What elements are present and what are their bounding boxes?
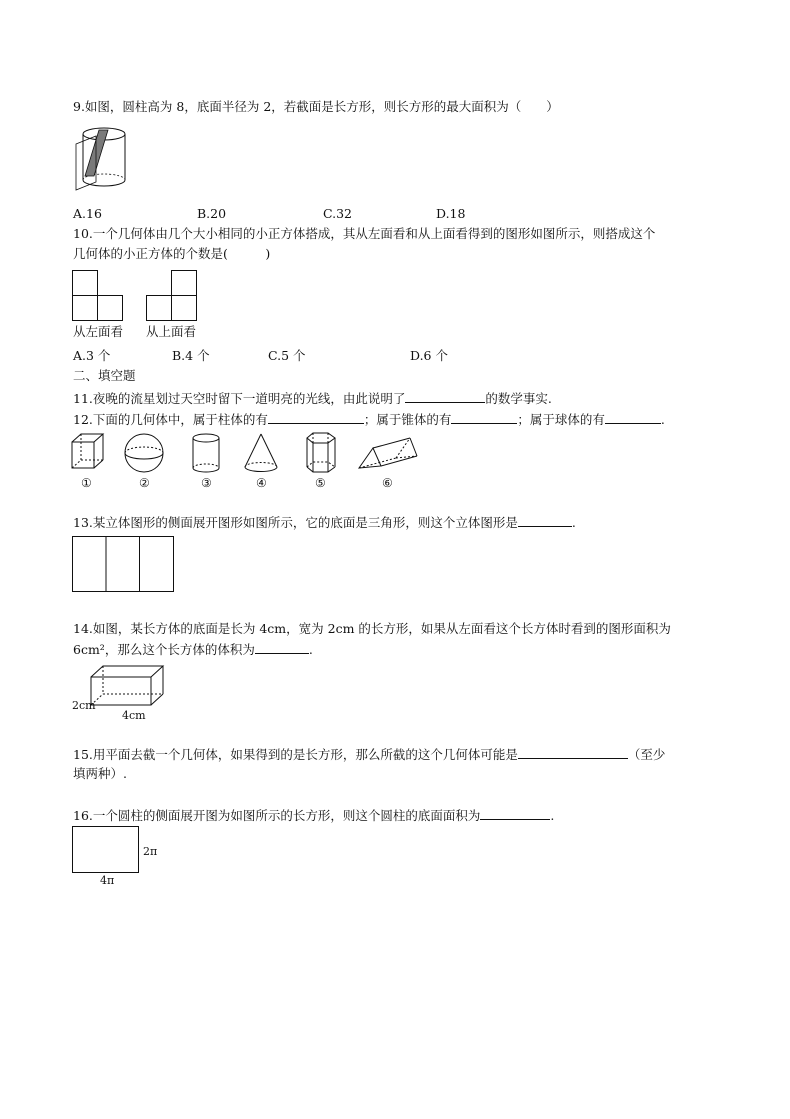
- q13-answer-blank[interactable]: [518, 514, 572, 527]
- q11-part1: 11.夜晚的流星划过天空时留下一道明亮的光线，由此说明了: [73, 391, 406, 406]
- q12-sphere-figure: [122, 432, 166, 474]
- q15-line2: 填两种）.: [73, 766, 127, 781]
- q15-part2: （至少: [627, 747, 666, 762]
- q12-pyramid-blank[interactable]: [451, 411, 517, 424]
- q12-sphere-blank[interactable]: [605, 411, 661, 424]
- q12-label-5: ⑤: [315, 476, 326, 490]
- q14-answer-blank[interactable]: [255, 641, 309, 654]
- q9-option-d: D.18: [436, 206, 466, 221]
- q16-part2: .: [550, 808, 555, 823]
- q12-part4: .: [660, 412, 665, 427]
- q10-label-left: 从左面看: [73, 324, 124, 339]
- q14-line1: 14.如图，某长方体的底面是长为 4cm，宽为 2cm 的长方形，如果从左面看这个长方体时看到的图形面积为: [73, 621, 671, 636]
- q12-label-1: ①: [81, 476, 92, 490]
- q9-text: 9.如图，圆柱高为 8，底面半径为 2，若截面是长方形，则长方形的最大面积为（ ）: [73, 99, 559, 114]
- q16-line: [73, 807, 554, 824]
- q9-cylinder-figure: [72, 124, 132, 192]
- q12-part3: ；属于球体的有: [517, 412, 605, 427]
- q12-prism-blank[interactable]: [268, 411, 364, 424]
- q10-line1: 10.一个几何体由几个大小相同的小正方体搭成，其从左面看和从上面看得到的图形如图所示，则搭成这个: [73, 226, 656, 241]
- q14-cuboid-figure: [90, 664, 166, 710]
- q16-part1: 16.一个圆柱的侧面展开图为如图所示的长方形，则这个圆柱的底面面积为: [73, 808, 481, 823]
- q10-label-top: 从上面看: [146, 324, 197, 339]
- q10-option-b: B.4 个: [172, 348, 210, 363]
- q12-label-4: ④: [256, 476, 267, 490]
- q13-end: .: [571, 515, 576, 530]
- q12-part2: ；属于锥体的有: [363, 412, 452, 427]
- section-title: 二、填空题: [73, 368, 136, 383]
- q16-answer-blank[interactable]: [480, 807, 550, 820]
- q14-width-label: 2cm: [72, 699, 96, 712]
- q10-left-view-figure: [72, 270, 126, 322]
- q11-part2: 的数学事实.: [485, 391, 552, 406]
- q15-answer-blank[interactable]: [518, 746, 628, 759]
- q12-cone-figure: [242, 432, 280, 474]
- q15-part1: 15.用平面去截一个几何体，如果得到的是长方形，那么所截的这个几何体可能是: [73, 747, 518, 762]
- q12-part1: 12.下面的几何体中，属于柱体的有: [73, 412, 268, 427]
- q13-text: 13.某立体图形的侧面展开图形如图所示，它的底面是三角形，则这个立体图形是: [73, 515, 518, 530]
- q12-triangular-prism-figure: [356, 434, 420, 474]
- q10-option-a: A.3 个: [73, 348, 111, 363]
- q10-top-view-figure: [146, 270, 200, 322]
- q12-hexagonal-prism-figure: [304, 430, 338, 474]
- q9-option-a: A.16: [73, 206, 102, 221]
- q13-net-figure: [72, 536, 176, 594]
- q12-label-6: ⑥: [382, 476, 393, 490]
- q14-length-label: 4cm: [122, 709, 146, 722]
- q10-option-d: D.6 个: [410, 348, 448, 363]
- q9-option-c: C.32: [323, 206, 352, 221]
- q10-line2: 几何体的小正方体的个数是( ): [73, 246, 271, 261]
- q11-answer-blank[interactable]: [405, 390, 485, 403]
- q12-text: [73, 411, 665, 428]
- q12-label-2: ②: [139, 476, 150, 490]
- q12-cylinder-figure: [190, 432, 222, 474]
- q16-rectangle-figure: [72, 826, 142, 874]
- q14-line2-end: .: [308, 642, 313, 657]
- q10-option-c: C.5 个: [268, 348, 306, 363]
- q14-line2-text: 6cm²，那么这个长方体的体积为: [73, 642, 255, 657]
- q15-line1: [73, 746, 665, 763]
- q12-cube-figure: [70, 432, 106, 472]
- q16-side-label: 2π: [143, 845, 158, 858]
- q13-text-line: [73, 514, 576, 531]
- q16-bottom-label: 4π: [100, 874, 115, 887]
- q11-text: [73, 390, 552, 407]
- q9-option-b: B.20: [197, 206, 227, 221]
- q12-label-3: ③: [201, 476, 212, 490]
- q14-line2: [73, 641, 313, 658]
